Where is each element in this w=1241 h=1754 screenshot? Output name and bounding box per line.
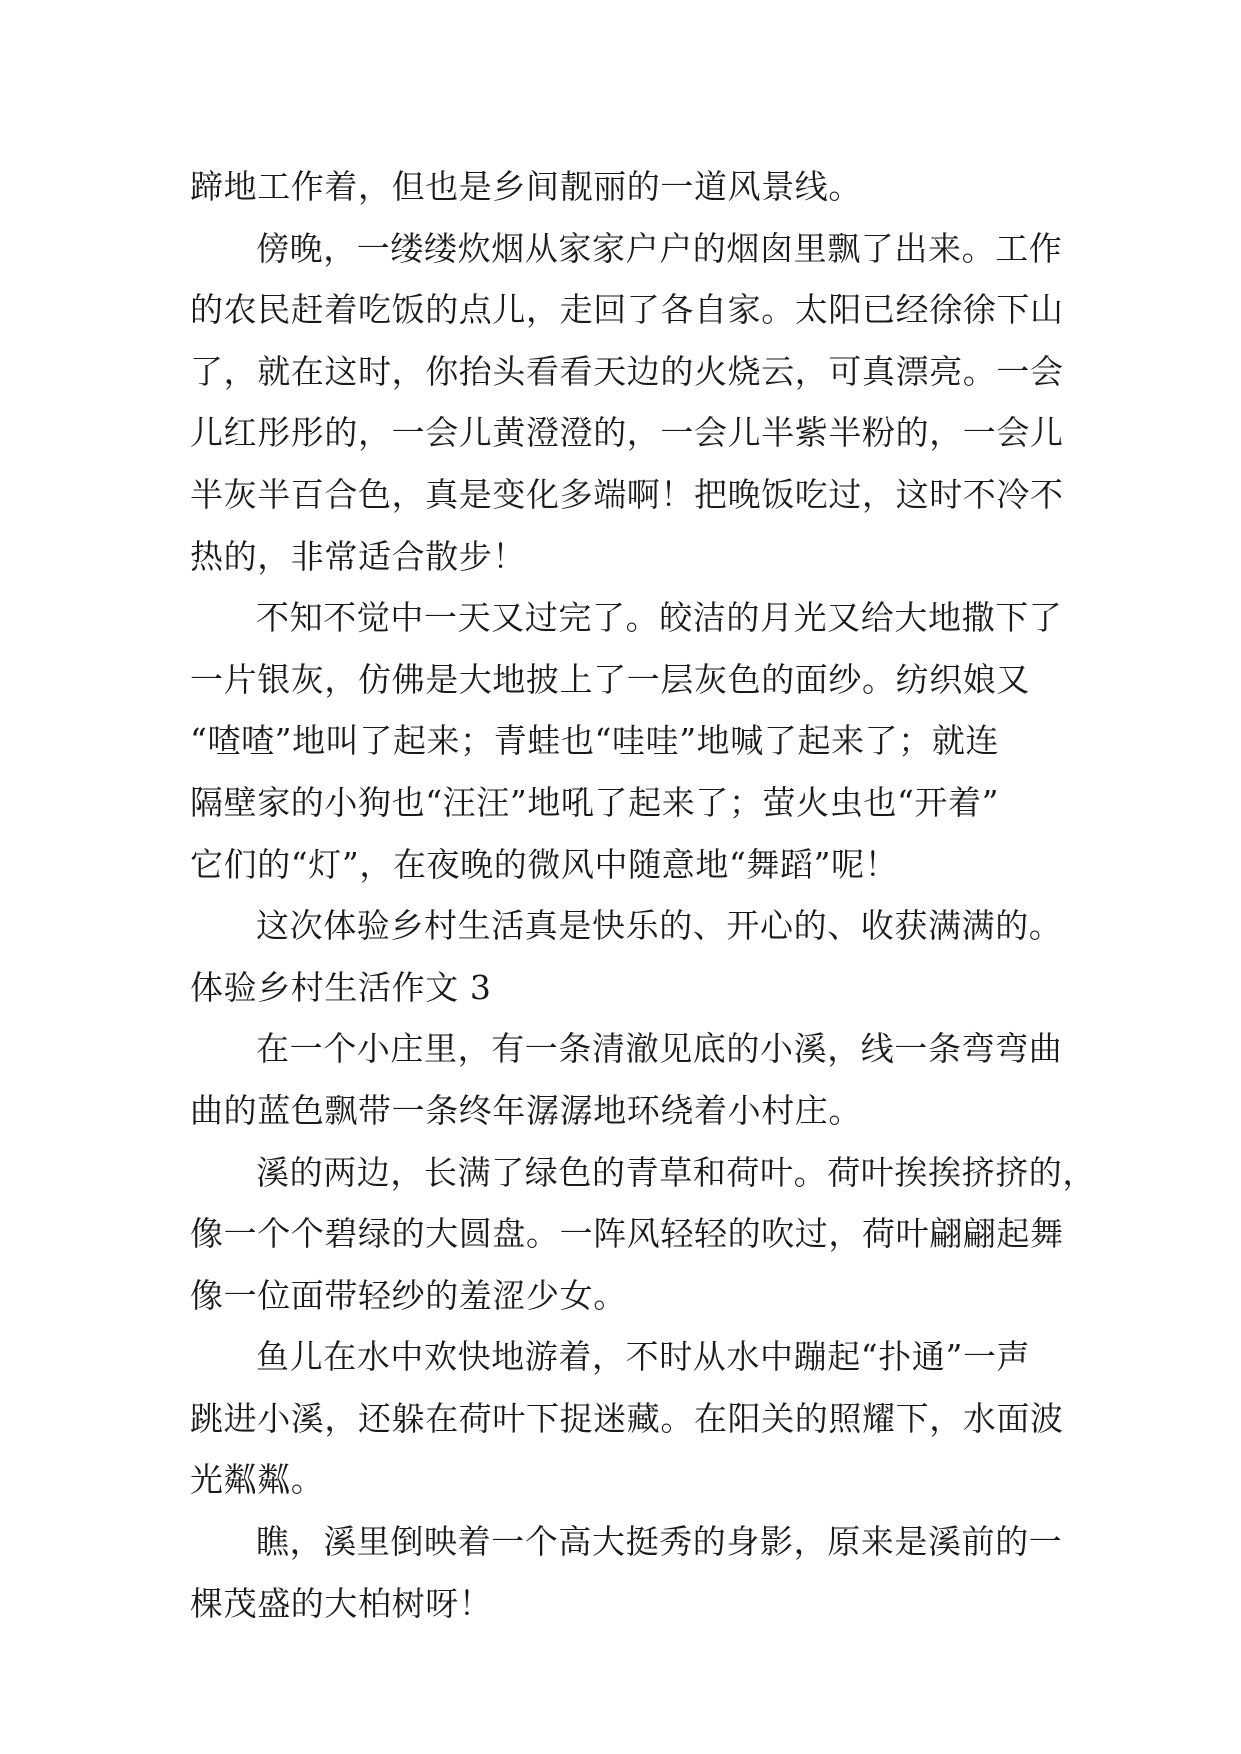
text-line: 隔壁家的小狗也“汪汪”地吼了起来了；萤火虫也“开着” (190, 782, 1000, 822)
text-line: 体验乡村生活作文 3 (190, 967, 492, 1007)
text-line: 鱼儿在水中欢快地游着，不时从水中蹦起“扑通”一声 (256, 1337, 1031, 1377)
text-line: “喳喳”地叫了起来；青蛙也“哇哇”地喊了起来了；就连 (190, 721, 1000, 761)
text-line: 溪的两边，长满了绿色的青草和荷叶。荷叶挨挨挤挤的， (256, 1152, 1096, 1192)
paragraph (190, 587, 1063, 895)
paragraph (190, 1511, 1063, 1634)
text-line: 的农民赶着吃饭的点儿，走回了各自家。太阳已经徐徐下山 (190, 290, 1064, 330)
paragraph (190, 1326, 1064, 1511)
text-line: 半灰半百合色，真是变化多端啊！把晚饭吃过，这时不冷不 (190, 474, 1064, 514)
text-line: 不知不觉中一天又过完了。皎洁的月光又给大地撒下了 (256, 598, 1063, 638)
text-line: 棵茂盛的大柏树呀！ (190, 1583, 493, 1623)
text-line: 这次体验乡村生活真是快乐的、开心的、收获满满的。 (256, 906, 1063, 946)
text-line: 像一位面带轻纱的羞涩少女。 (190, 1275, 627, 1315)
text-line: 它们的“灯”，在夜晚的微风中随意地“舞蹈”呢！ (190, 844, 899, 884)
text-line: 瞧，溪里倒映着一个高大挺秀的身影，原来是溪前的一 (256, 1522, 1063, 1562)
text-line: 一片银灰，仿佛是大地披上了一层灰色的面纱。纺织娘又 (190, 659, 1030, 699)
text-line: 儿红彤彤的，一会儿黄澄澄的，一会儿半紫半粉的，一会儿 (190, 413, 1064, 453)
text-line: 像一个个碧绿的大圆盘。一阵风轻轻的吹过，荷叶翩翩起舞 (190, 1214, 1064, 1254)
paragraph (190, 1142, 1096, 1327)
paragraph (190, 156, 1050, 218)
paragraph (190, 218, 1064, 588)
text-line: 傍晚，一缕缕炊烟从家家户户的烟囱里飘了出来。工作 (256, 228, 1063, 268)
section-heading (190, 957, 1050, 1019)
text-line: 了，就在这时，你抬头看看天边的火烧云，可真漂亮。一会 (190, 351, 1064, 391)
text-line: 热的，非常适合散步！ (190, 536, 526, 576)
text-line: 在一个小庄里，有一条清澈见底的小溪，线一条弯弯曲 (256, 1029, 1063, 1069)
paragraph (190, 895, 1063, 957)
paragraph (190, 1018, 1063, 1141)
text-line: 光粼粼。 (190, 1460, 325, 1500)
text-line: 蹄地工作着，但也是乡间靓丽的一道风景线。 (190, 167, 862, 206)
document-body (190, 156, 1096, 1634)
text-line: 跳进小溪，还躲在荷叶下捉迷藏。在阳关的照耀下，水面波 (190, 1398, 1064, 1438)
text-line: 曲的蓝色飘带一条终年潺潺地环绕着小村庄。 (190, 1090, 862, 1130)
